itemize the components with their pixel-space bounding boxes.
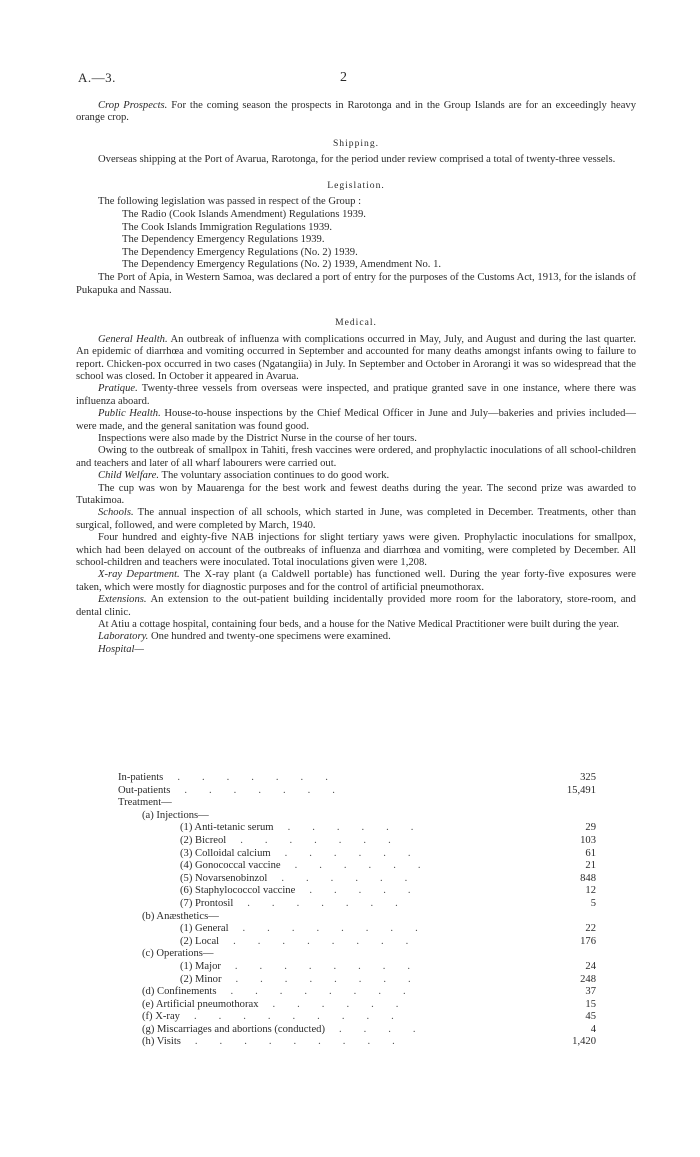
- leader-dots: ........: [230, 986, 428, 998]
- legislation-heading: Legislation.: [327, 179, 385, 191]
- leader-dots: .......: [240, 834, 413, 846]
- legislation-intro: The following legislation was passed in respect of the Group :: [98, 196, 362, 208]
- stats-value: 45: [585, 1011, 596, 1023]
- stats-row: [76, 785, 636, 798]
- pratique-paragraph: [76, 383, 636, 408]
- general-health-text: An outbreak of influenza with complications occurred in May, July, and August and during the last quarter. An epidemic of diarrhœa and vomiting occurred in September and accounted for many deaths amongst infants owing to failure to report. Chicken-pox occurred in two cases (Ngatangiia) in July. In September and October in Arorangi it was so widespread that the school was closed. In October it appeared in Avarua.: [76, 333, 636, 382]
- stats-value: 248: [580, 973, 596, 985]
- stats-row: [76, 1011, 636, 1024]
- shipping-heading: Shipping.: [332, 137, 380, 149]
- public-health-text: House-to-house inspections by the Chief Medical Officer in June and July—bakeries and privies included—were made, and the general sanitation was found good.: [76, 408, 636, 432]
- crop-text: For the coming season the prospects in Rarotonga and in the Group Islands are for an exceedingly heavy orange crop.: [76, 100, 637, 124]
- stats-row: [76, 860, 636, 873]
- general-health-label: General Health.: [98, 333, 168, 345]
- report-reference: A.—3.: [78, 70, 116, 85]
- schools-label: Schools.: [98, 507, 134, 519]
- atiu-paragraph: At Atiu a cottage hospital, containing four beds, and a house for the Native Medical Practitioner were built during the year.: [98, 619, 620, 631]
- stats-row: [76, 923, 636, 936]
- stats-label: (c) Operations—: [142, 948, 214, 960]
- legislation-item: The Cook Islands Immigration Regulations 1939.: [122, 221, 333, 233]
- leader-dots: .........: [193, 1011, 416, 1023]
- leader-dots: ........: [242, 923, 440, 935]
- leader-dots: .......: [184, 784, 357, 796]
- crop-label: Crop Prospects.: [98, 100, 168, 111]
- stats-row: [76, 772, 636, 785]
- leader-dots: ........: [235, 973, 433, 985]
- leader-dots: .....: [309, 885, 433, 897]
- stats-value: 24: [585, 960, 596, 972]
- stats-row: [76, 873, 636, 886]
- xray-text: The X-ray plant (a Caldwell portable) has functioned well. During the year forty-five exposures were taken, which were mostly for diagnostic purposes and for the control of artificial pneumothorax.: [76, 569, 636, 593]
- leader-dots: ......: [272, 998, 421, 1010]
- stats-row: [76, 898, 636, 911]
- stats-value: 176: [580, 935, 596, 947]
- stats-label: (1) Anti-tetanic serum: [180, 822, 274, 834]
- stats-label: (h) Visits: [142, 1036, 181, 1048]
- general-health-paragraph: [76, 334, 636, 384]
- leader-dots: .........: [194, 1036, 417, 1048]
- leader-dots: ........: [234, 960, 433, 972]
- stats-label: (g) Miscarriages and abortions (conducted): [142, 1023, 325, 1035]
- stats-row: [76, 822, 636, 835]
- stats-row: [76, 1024, 636, 1037]
- extensions-paragraph: [76, 594, 636, 619]
- hospital-stats: [76, 772, 636, 1049]
- leader-dots: .......: [247, 897, 420, 909]
- stats-row: [76, 848, 636, 861]
- stats-value: 1,420: [572, 1036, 596, 1048]
- stats-label: (b) Anæsthetics—: [142, 910, 219, 922]
- legislation-item: The Dependency Emergency Regulations (No. 2) 1939.: [122, 246, 358, 258]
- legislation-item: The Dependency Emergency Regulations 1939.: [122, 234, 325, 246]
- leader-dots: ....: [338, 1023, 438, 1035]
- legislation-list: [122, 209, 636, 271]
- stats-row: [76, 911, 636, 924]
- hospital-label: [76, 644, 636, 656]
- stats-label: (d) Confinements: [142, 986, 217, 998]
- leader-dots: ......: [294, 860, 443, 872]
- laboratory-paragraph: [76, 631, 636, 643]
- stats-row: [76, 810, 636, 823]
- smallpox-paragraph: Owing to the outbreak of smallpox in Tahiti, fresh vaccines were ordered, and prophylactic inoculations of all school-children and teachers and later of all wharf labourers were carried out.: [76, 445, 636, 469]
- stats-value: 29: [585, 822, 596, 834]
- schools-paragraph: [76, 507, 636, 532]
- crop-paragraph: [76, 100, 636, 125]
- stats-label: (a) Injections—: [142, 809, 209, 821]
- inspections-paragraph: Inspections were also made by the District Nurse in the course of her tours.: [98, 432, 417, 444]
- stats-label: Treatment—: [118, 797, 172, 809]
- shipping-paragraph: Overseas shipping at the Port of Avarua, Rarotonga, for the period under review comprised a total of twenty-three vessels.: [98, 154, 616, 166]
- nab-paragraph: Four hundred and eighty-five NAB injections for slight tertiary yaws were given. Prophylactic inoculations for smallpox, which had been delayed on account of the outbreaks of influenza and diarrhœa and vomiting, were completed by December. All school-children and teachers were inoculated. Total inoculations given were 1,208.: [76, 532, 636, 568]
- stats-value: 22: [585, 923, 596, 935]
- stats-label: (2) Local: [180, 935, 220, 947]
- leader-dots: ........: [233, 935, 431, 947]
- stats-value: 15: [585, 998, 596, 1010]
- laboratory-label: Laboratory.: [98, 631, 149, 643]
- stats-value: 5: [590, 897, 596, 909]
- pratique-label: Pratique.: [98, 383, 138, 395]
- child-welfare-paragraph: [76, 470, 636, 482]
- stats-label: (e) Artificial pneumothorax: [142, 998, 259, 1010]
- public-health-label: Public Health.: [98, 408, 161, 420]
- schools-text: The annual inspection of all schools, which started in June, was completed in December. Treatments, other than surgical, followed, and were completed by March, 1940.: [76, 507, 636, 531]
- stats-value: 325: [580, 772, 596, 783]
- stats-row: [76, 961, 636, 974]
- leader-dots: ......: [284, 847, 433, 859]
- stats-label: (5) Novarsenobinzol: [180, 872, 268, 884]
- legislation-item: The Radio (Cook Islands Amendment) Regulations 1939.: [122, 209, 366, 221]
- stats-row: [76, 999, 636, 1012]
- stats-label: (2) Minor: [180, 973, 222, 985]
- stats-label: (7) Prontosil: [180, 897, 234, 909]
- stats-row: [76, 835, 636, 848]
- child-welfare-label: Child Welfare.: [98, 470, 160, 482]
- stats-value: 15,491: [566, 784, 596, 796]
- stats-value: 37: [585, 986, 596, 998]
- cup-paragraph: The cup was won by Mauarenga for the best work and fewest deaths during the year. The second prize was awarded to Tutakimoa.: [76, 482, 636, 506]
- stats-value: 12: [585, 885, 596, 897]
- stats-label: (2) Bicreol: [180, 834, 227, 846]
- stats-row: [76, 986, 636, 999]
- stats-label: In-patients: [118, 772, 164, 783]
- stats-label: (1) General: [180, 923, 229, 935]
- extensions-label: Extensions.: [98, 594, 147, 606]
- hospital-label-text: Hospital—: [98, 643, 144, 655]
- stats-row: [76, 797, 636, 810]
- stats-row: [76, 1036, 636, 1049]
- stats-label: (4) Gonococcal vaccine: [180, 860, 281, 872]
- apia-paragraph: The Port of Apia, in Western Samoa, was declared a port of entry for the purposes of the Customs Act, 1913, for the islands of Pukapuka and Nassau.: [76, 272, 636, 296]
- medical-heading: Medical.: [335, 317, 377, 329]
- child-welfare-text: The voluntary association continues to do good work.: [161, 470, 390, 482]
- extensions-text: An extension to the out-patient building incidentally provided more room for the laboratory, store-room, and dental clinic.: [76, 594, 636, 618]
- leader-dots: .......: [177, 772, 350, 783]
- pratique-text: Twenty-three vessels from overseas were inspected, and pratique granted save in one instance, where there was influenza aboard.: [76, 383, 636, 407]
- stats-value: 103: [580, 834, 596, 846]
- stats-value: 61: [585, 847, 596, 859]
- laboratory-text: One hundred and twenty-one specimens were examined.: [151, 631, 391, 643]
- stats-label: (6) Staphylococcol vaccine: [180, 885, 296, 897]
- stats-label: Out-patients: [118, 784, 171, 796]
- stats-value: 21: [585, 860, 596, 872]
- stats-row: [76, 885, 636, 898]
- stats-label: (1) Major: [180, 960, 221, 972]
- public-health-paragraph: [76, 408, 636, 433]
- leader-dots: ......: [287, 822, 436, 834]
- stats-label: (f) X-ray: [142, 1011, 180, 1023]
- stats-value: 4: [590, 1023, 596, 1035]
- stats-row: [76, 974, 636, 987]
- stats-row: [76, 936, 636, 949]
- xray-label: X-ray Department.: [98, 569, 180, 581]
- stats-row: [76, 948, 636, 961]
- leader-dots: ......: [281, 872, 430, 884]
- xray-paragraph: [76, 569, 636, 594]
- body-top: [76, 100, 636, 656]
- legislation-item: The Dependency Emergency Regulations (No. 2) 1939, Amendment No. 1.: [122, 259, 442, 271]
- stats-label: (3) Colloidal calcium: [180, 847, 271, 859]
- stats-value: 848: [580, 872, 596, 884]
- page-number: 2: [340, 70, 347, 85]
